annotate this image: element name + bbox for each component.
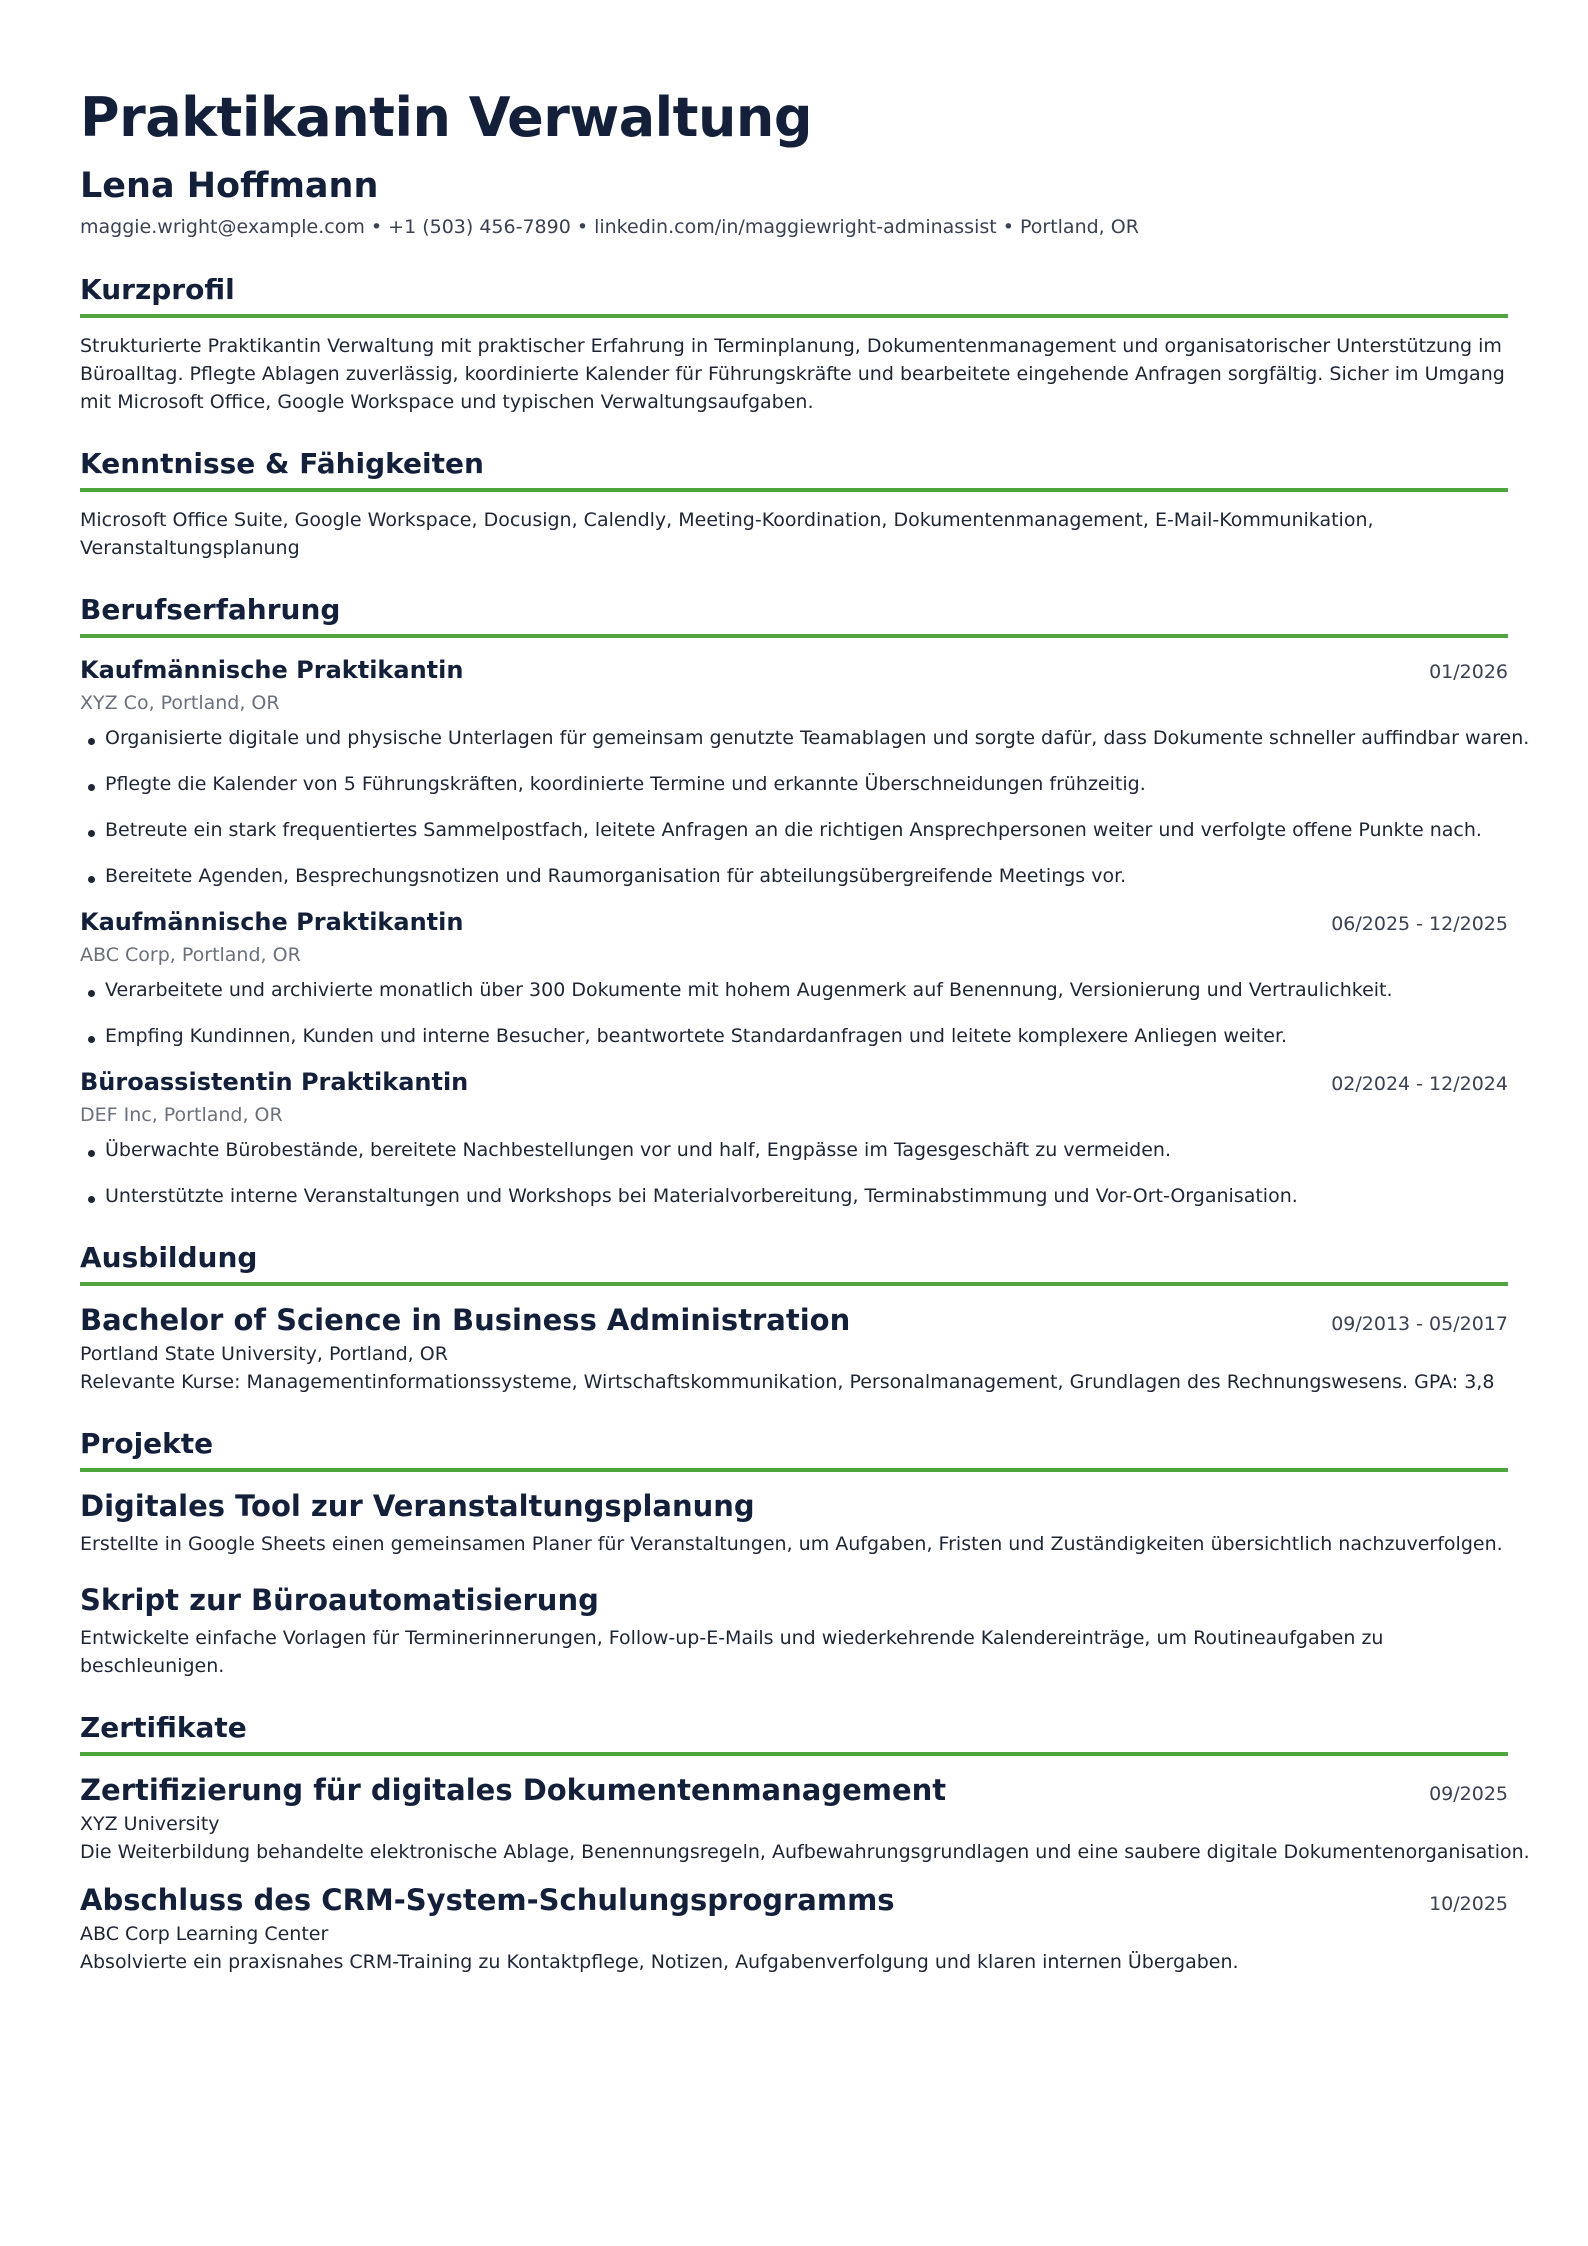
- profile-section: [80, 270, 1508, 416]
- job-date: 06/2025 - 12/2025: [1331, 913, 1508, 935]
- job-bullet: Pflegte die Kalender von 5 Führungskräften, koordinierte Termine und erkannte Überschneidungen frühzeitig.: [80, 770, 1508, 798]
- certificate-description: Absolvierte ein praxisnahes CRM-Training zu Kontaktpflege, Notizen, Aufgabenverfolgung und klaren internen Übergaben.: [80, 1951, 1239, 1973]
- job-bullet-list: [80, 1136, 1508, 1210]
- candidate-name: Lena Hoffmann: [80, 166, 379, 206]
- certificate-title: Zertifizierung für digitales Dokumentenmanagement: [80, 1773, 947, 1807]
- project-description: Erstellte in Google Sheets einen gemeinsamen Planer für Veranstaltungen, um Aufgaben, Fristen und Zuständigkeiten übersichtlich nachzuverfolgen.: [80, 1533, 1503, 1555]
- job-entry: [80, 904, 1508, 1050]
- bullet-dot-icon: [88, 738, 95, 745]
- section-heading-education: Ausbildung: [80, 1238, 1508, 1286]
- job-bullet: Organisierte digitale und physische Unterlagen für gemeinsam genutzte Teamablagen und sorgte dafür, dass Dokumente schneller auffindbar waren.: [80, 724, 1508, 752]
- skills-section: [80, 444, 1508, 562]
- job-date: 02/2024 - 12/2024: [1331, 1073, 1508, 1095]
- bullet-dot-icon: [88, 1036, 95, 1043]
- education-date: 09/2013 - 05/2017: [1331, 1313, 1508, 1335]
- section-heading-profile: Kurzprofil: [80, 270, 1508, 318]
- certificate-date: 10/2025: [1429, 1893, 1508, 1915]
- resume-header: [80, 78, 1508, 242]
- certificate-issuer: XYZ University: [80, 1813, 220, 1835]
- job-title: Büroassistentin Praktikantin: [80, 1068, 469, 1096]
- job-title: Kaufmännische Praktikantin: [80, 908, 464, 936]
- bullet-dot-icon: [88, 1150, 95, 1157]
- bullet-dot-icon: [88, 876, 95, 883]
- contact-line: maggie.wright@example.com • +1 (503) 456-7890 • linkedin.com/in/maggiewright-adminassist • Portland, OR: [80, 216, 1139, 238]
- job-bullet: Überwachte Bürobestände, bereitete Nachbestellungen vor und half, Engpässe im Tagesgeschäft zu vermeiden.: [80, 1136, 1508, 1164]
- certificate-title: Abschluss des CRM-System-Schulungsprogramms: [80, 1883, 895, 1917]
- job-bullet: Verarbeitete und archivierte monatlich über 300 Dokumente mit hohem Augenmerk auf Benennung, Versionierung und Vertraulichkeit.: [80, 976, 1508, 1004]
- bullet-dot-icon: [88, 990, 95, 997]
- job-bullet-list: [80, 976, 1508, 1050]
- project-description: Entwickelte einfache Vorlagen für Terminerinnerungen, Follow-up-E-Mails und wiederkehrende Kalendereinträge, um Routineaufgaben zu beschleunigen.: [80, 1627, 1384, 1677]
- education-section: [80, 1238, 1508, 1396]
- job-bullet-list: [80, 724, 1530, 890]
- section-heading-experience: Berufserfahrung: [80, 590, 1508, 638]
- certificates-section: [80, 1708, 1530, 1976]
- job-date: 01/2026: [1429, 661, 1508, 683]
- section-heading-certificates: Zertifikate: [80, 1708, 1508, 1756]
- certificate-date: 09/2025: [1429, 1783, 1508, 1805]
- section-heading-skills: Kenntnisse & Fähigkeiten: [80, 444, 1508, 492]
- certificate-entry: [80, 1770, 1530, 1866]
- project-title: Skript zur Büroautomatisierung: [80, 1583, 599, 1617]
- projects-section: [80, 1424, 1508, 1680]
- certificate-entry: [80, 1880, 1508, 1976]
- section-heading-projects: Projekte: [80, 1424, 1508, 1472]
- job-bullet: Unterstützte interne Veranstaltungen und Workshops bei Materialvorbereitung, Terminabstimmung und Vor-Ort-Organisation.: [80, 1182, 1508, 1210]
- job-title: Kaufmännische Praktikantin: [80, 656, 464, 684]
- project-title: Digitales Tool zur Veranstaltungsplanung: [80, 1489, 755, 1523]
- degree-title: Bachelor of Science in Business Administration: [80, 1303, 851, 1337]
- bullet-dot-icon: [88, 1196, 95, 1203]
- bullet-dot-icon: [88, 830, 95, 837]
- project-entry: [80, 1580, 1508, 1680]
- job-company: ABC Corp, Portland, OR: [80, 944, 301, 966]
- job-bullet: Betreute ein stark frequentiertes Sammelpostfach, leitete Anfragen an die richtigen Ansprechpersonen weiter und verfolgte offene Punkte nach.: [80, 816, 1508, 844]
- job-entry: [80, 652, 1530, 890]
- skills-list: Microsoft Office Suite, Google Workspace, Docusign, Calendly, Meeting-Koordination, Dokumentenmanagement, E-Mail-Kommunikation, Veranstaltungsplanung: [80, 509, 1374, 559]
- certificate-issuer: ABC Corp Learning Center: [80, 1923, 329, 1945]
- education-details: Relevante Kurse: Managementinformationssysteme, Wirtschaftskommunikation, Personalmanagement, Grundlagen des Rechnungswesens. GPA: 3,8: [80, 1371, 1495, 1393]
- experience-section: [80, 590, 1530, 1210]
- resume-page: [80, 78, 1530, 1976]
- certificate-description: Die Weiterbildung behandelte elektronische Ablage, Benennungsregeln, Aufbewahrungsgrundlagen und eine saubere digitale Dokumentenorganisation.: [80, 1841, 1530, 1863]
- project-entry: [80, 1486, 1508, 1558]
- job-company: DEF Inc, Portland, OR: [80, 1104, 283, 1126]
- bullet-dot-icon: [88, 784, 95, 791]
- profile-summary: Strukturierte Praktikantin Verwaltung mit praktischer Erfahrung in Terminplanung, Dokumentenmanagement und organisatorischer Unterstützung im Büroalltag. Pflegte Ablagen zuverlässig, koordinierte Kalender für Führungskräfte und bearbeitete eingehende Anfragen sorgfältig. Sicher im Umgang mit Microsoft Office, Google Workspace und typischen Verwaltungsaufgaben.: [80, 335, 1505, 413]
- document-title: Praktikantin Verwaltung: [80, 86, 813, 149]
- job-bullet: Bereitete Agenden, Besprechungsnotizen und Raumorganisation für abteilungsübergreifende Meetings vor.: [80, 862, 1508, 890]
- job-entry: [80, 1064, 1508, 1210]
- school-name: Portland State University, Portland, OR: [80, 1343, 448, 1365]
- job-bullet: Empfing Kundinnen, Kunden und interne Besucher, beantwortete Standardanfragen und leitete komplexere Anliegen weiter.: [80, 1022, 1508, 1050]
- job-company: XYZ Co, Portland, OR: [80, 692, 280, 714]
